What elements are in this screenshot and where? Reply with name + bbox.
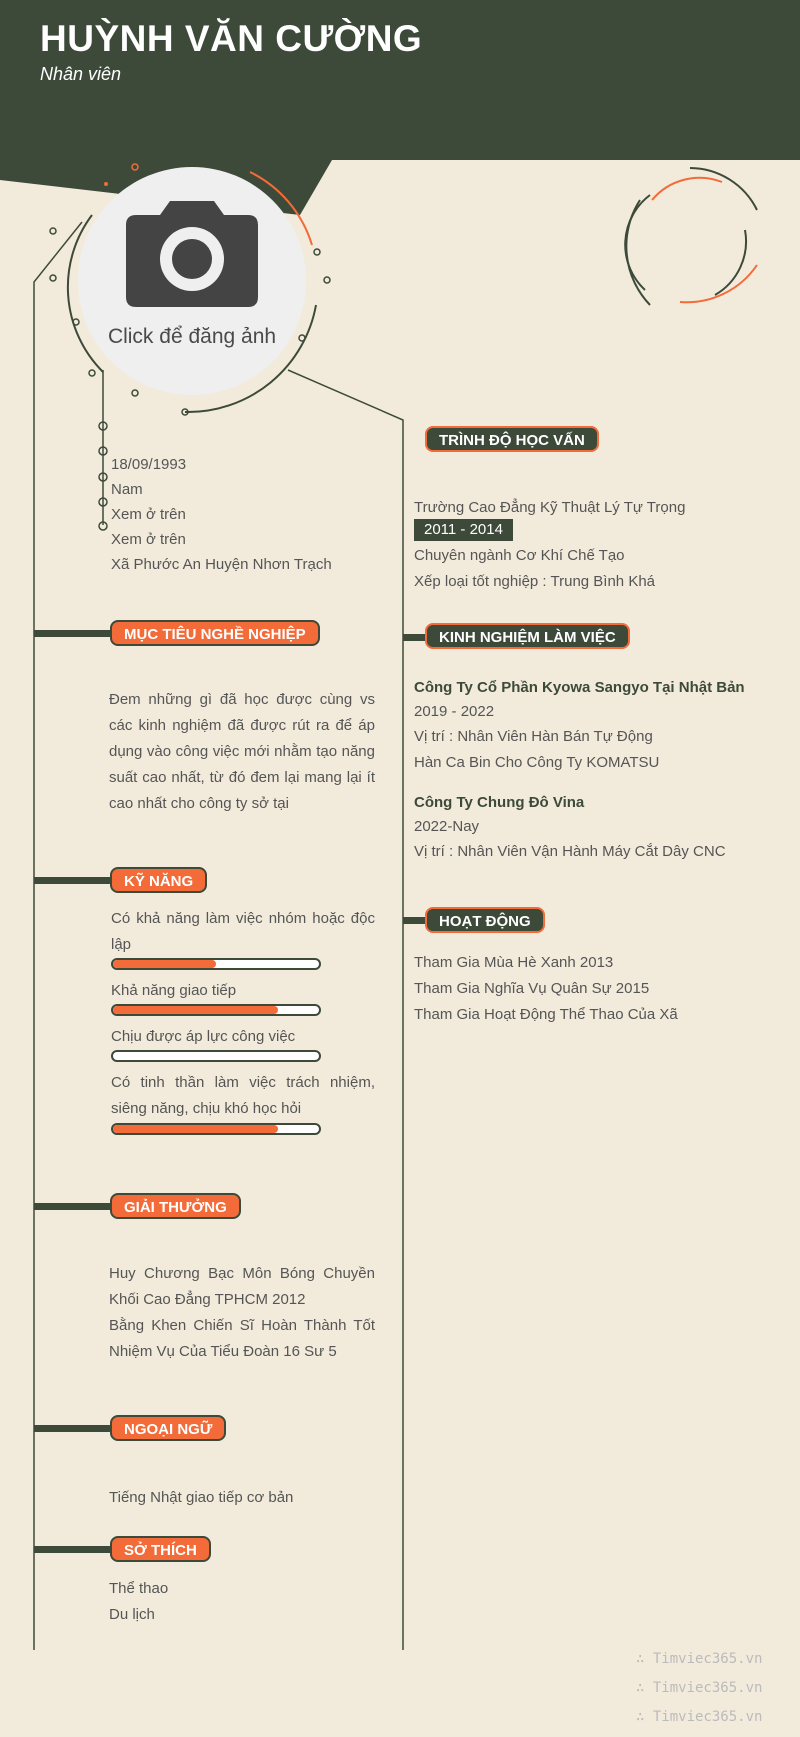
education-title: TRÌNH ĐỘ HỌC VẤN (425, 426, 599, 452)
phone: Xem ở trên (111, 506, 186, 523)
languages-text: Tiếng Nhật giao tiếp cơ bản (109, 1489, 294, 1506)
hobbies-title: SỞ THÍCH (110, 1536, 211, 1562)
skill-name: Có khả năng làm việc nhóm hoặc độc lập (111, 910, 375, 953)
skill-bar-fill (113, 960, 216, 968)
skill-bar (111, 1004, 321, 1016)
skill-name: Chịu được áp lực công việc (111, 1028, 296, 1045)
job-company: Công Ty Chung Đô Vina (414, 794, 585, 811)
activity-item: Tham Gia Nghĩa Vụ Quân Sự 2015 (414, 980, 650, 997)
activity-item: Tham Gia Mùa Hè Xanh 2013 (414, 954, 614, 971)
skills-title: KỸ NĂNG (110, 867, 207, 893)
candidate-role: Nhân viên (40, 64, 122, 84)
camera-icon (122, 197, 262, 317)
objective-title: MỤC TIÊU NGHỀ NGHIỆP (110, 620, 320, 646)
hobby-item: Du lịch (109, 1606, 155, 1623)
watermark: ∴ Timviec365.vn (636, 1680, 763, 1696)
languages-connector (34, 1425, 114, 1432)
skill-name: Có tinh thần làm việc trách nhiệm, siêng năng, chịu khó học hỏi (111, 1074, 375, 1117)
objective-text: Đem những gì đã học được cùng vs các kinh nghiệm đã được rút ra để áp dụng vào công việc mới nhằm tạo năng suất cao nhất, từ đó đem lại mang lại ít cao nhất cho công ty sở tại (109, 691, 375, 812)
skill-bar (111, 958, 321, 970)
job-line: Hàn Ca Bin Cho Công Ty KOMATSU (414, 754, 660, 771)
skill-bar-fill (113, 1006, 278, 1014)
award-item: Bằng Khen Chiến Sĩ Hoàn Thành Tốt Nhiệm Vụ Của Tiểu Đoàn 16 Sư 5 (109, 1317, 375, 1360)
skills-connector (34, 877, 114, 884)
activity-item: Tham Gia Hoạt Động Thể Thao Của Xã (414, 1006, 678, 1023)
upload-photo-button[interactable] (78, 167, 306, 395)
skill-bar (111, 1050, 321, 1062)
job-period: 2019 - 2022 (414, 703, 495, 720)
awards-title: GIẢI THƯỞNG (110, 1193, 241, 1219)
watermark: ∴ Timviec365.vn (636, 1651, 763, 1667)
activities-title: HOẠT ĐỘNG (425, 907, 545, 933)
award-item: Huy Chương Bạc Môn Bóng Chuyền Khối Cao Đẳng TPHCM 2012 (109, 1265, 375, 1308)
address: Xã Phước An Huyện Nhơn Trạch (111, 556, 332, 573)
upload-photo-label: Click để đăng ảnh (107, 325, 277, 348)
email: Xem ở trên (111, 531, 186, 548)
education-school: Trường Cao Đẳng Kỹ Thuật Lý Tự Trọng (414, 499, 686, 516)
skill-bar-fill (113, 1125, 278, 1133)
job-line: Vị trí : Nhân Viên Hàn Bán Tự Động (414, 728, 653, 745)
job-company: Công Ty Cổ Phần Kyowa Sangyo Tại Nhật Bản (414, 679, 745, 696)
skill-name: Khả năng giao tiếp (111, 982, 237, 999)
objective-connector (34, 630, 114, 637)
job-line: Vị trí : Nhân Viên Vận Hành Máy Cắt Dây CNC (414, 843, 726, 860)
candidate-name: HUỲNH VĂN CƯỜNG (40, 18, 423, 59)
languages-title: NGOẠI NGỮ (110, 1415, 226, 1441)
skill-bar (111, 1123, 321, 1135)
experience-title: KINH NGHIỆM LÀM VIỆC (425, 623, 630, 649)
hobbies-connector (34, 1546, 114, 1553)
education-years: 2011 - 2014 (414, 519, 513, 541)
education-major: Chuyên ngành Cơ Khí Chế Tạo (414, 547, 625, 564)
date-of-birth: 18/09/1993 (111, 456, 187, 473)
hobby-item: Thể thao (109, 1580, 169, 1597)
gender: Nam (111, 481, 143, 498)
watermark: ∴ Timviec365.vn (636, 1709, 763, 1725)
job-period: 2022-Nay (414, 818, 480, 835)
education-grade: Xếp loại tốt nghiệp : Trung Bình Khá (414, 573, 656, 590)
awards-connector (34, 1203, 114, 1210)
